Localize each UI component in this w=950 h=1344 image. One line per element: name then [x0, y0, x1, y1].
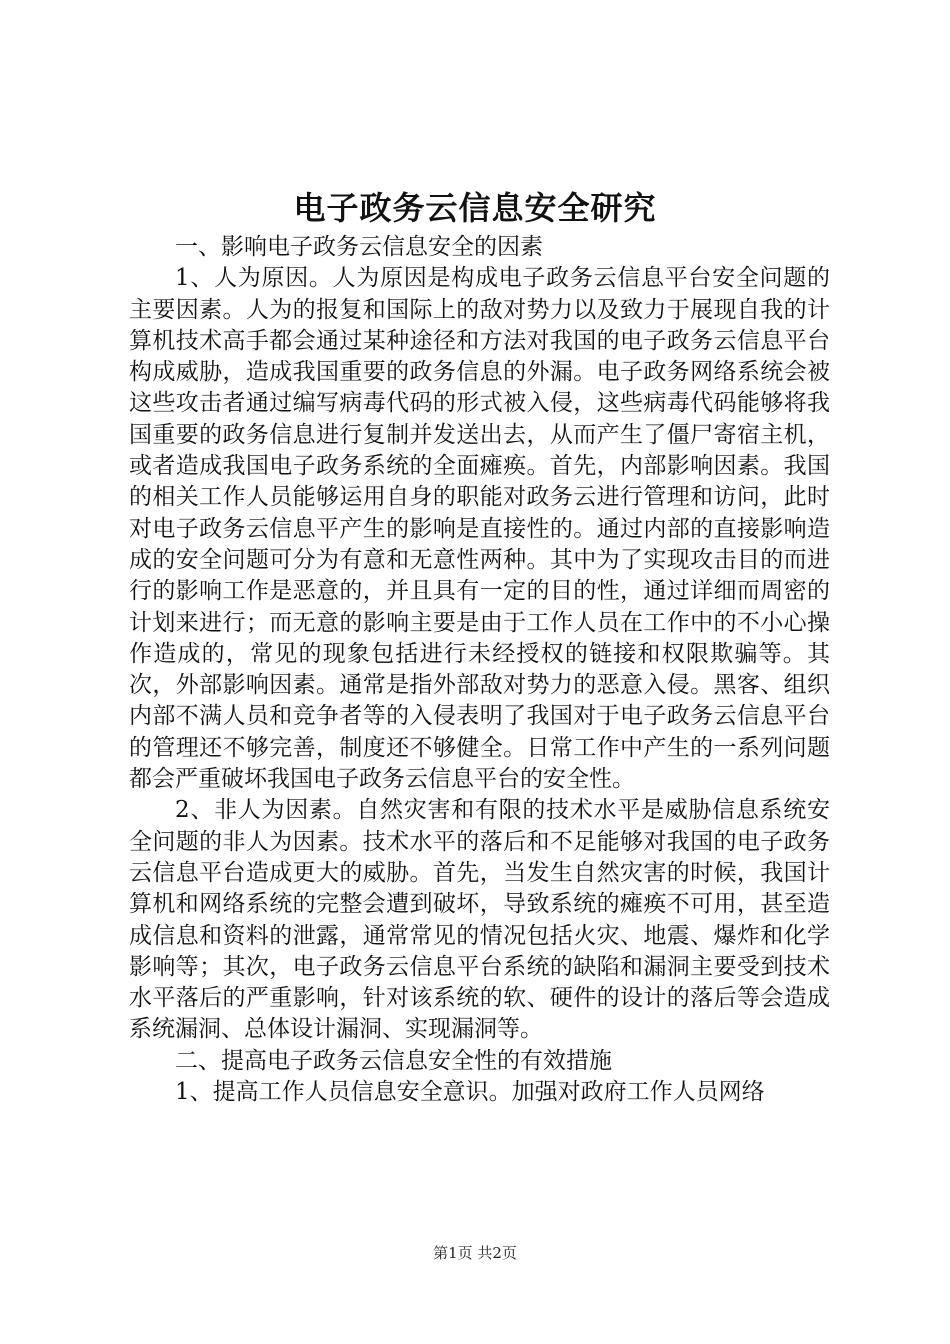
paragraph-non-human-factors: 2、非人为因素。自然灾害和有限的技术水平是威胁信息系统安全问题的非人为因素。技术水平的落后和不足能够对我国的电子政务云信息平台造成更大的威胁。首先，当发生自然灾害的时候，我国计算机和网络系统的完整会遭到破坏，导致系统的瘫痪不可用，甚至造成信息和资料的泄露，通常常见的情况包括火灾、地震、爆炸和化学影响等；其次，电子政务云信息平台系统的缺陷和漏洞主要受到技术水平落后的严重影响，针对该系统的软、硬件的设计的落后等会造成系统漏洞、总体设计漏洞、实现漏洞等。	[129, 797, 830, 1043]
document-title: 电子政务云信息安全研究	[293, 189, 657, 227]
page-footer: 第1页 共2页	[433, 1244, 517, 1262]
section-heading-2: 二、提高电子政务云信息安全性的有效措施	[175, 1047, 612, 1074]
document-body	[129, 232, 830, 1108]
paragraph-human-factors: 1、人为原因。人为原因是构成电子政务云信息平台安全问题的主要因素。人为的报复和国际上的敌对势力以及致力于展现自我的计算机技术高手都会通过某种途径和方法对我国的电子政务云信息平台构成威胁，造成我国重要的政务信息的外漏。电子政务网络系统会被这些攻击者通过编写病毒代码的形式被入侵，这些病毒代码能够将我国重要的政务信息进行复制并发送出去，从而产生了僵尸寄宿主机，或者造成我国电子政务系统的全面瘫痪。首先，内部影响因素。我国的相关工作人员能够运用自身的职能对政务云进行管理和访问，此时对电子政务云信息平产生的影响是直接性的。通过内部的直接影响造成的安全问题可分为有意和无意性两种。其中为了实现攻击目的而进行的影响工作是恶意的，并且具有一定的目的性，通过详细而周密的计划来进行；而无意的影响主要是由于工作人员在工作中的不小心操作造成的，常见的现象包括进行未经授权的链接和权限欺骗等。其次，外部影响因素。通常是指外部敌对势力的恶意入侵。黑客、组织内部不满人员和竞争者等的入侵表明了我国对于电子政务云信息平台的管理还不够完善，制度还不够健全。日常工作中产生的一系列问题都会严重破坏我国电子政务云信息平台的安全性。	[129, 265, 830, 793]
section-heading-1: 一、影响电子政务云信息安全的因素	[175, 234, 543, 260]
paragraph-security-awareness: 1、提高工作人员信息安全意识。加强对政府工作人员网络	[175, 1079, 765, 1106]
